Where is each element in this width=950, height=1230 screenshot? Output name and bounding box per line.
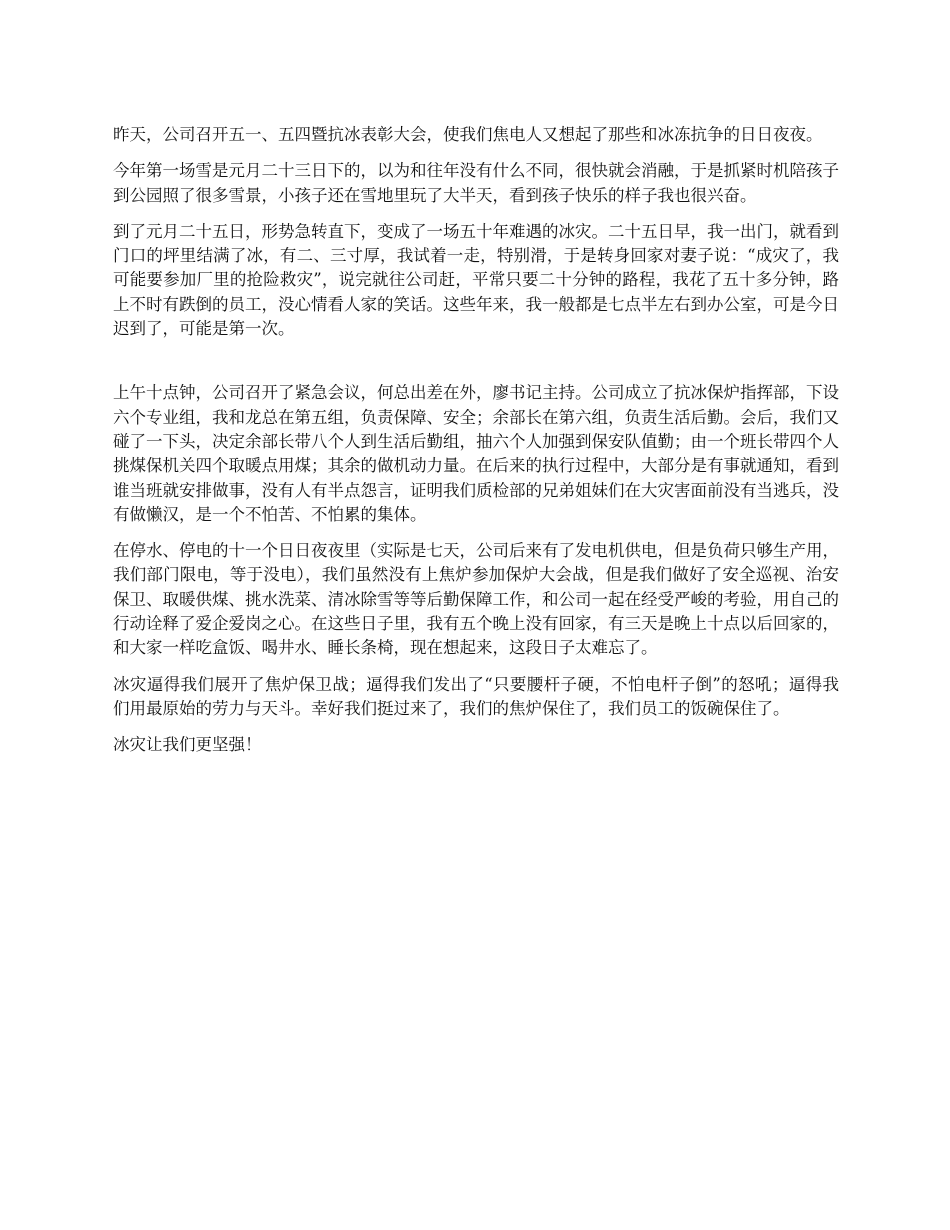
paragraph-1: 昨天，公司召开五一、五四暨抗冰表彰大会，使我们焦电人又想起了那些和冰冻抗争的日日夜夜。	[113, 125, 823, 144]
paragraph-5: 在停水、停电的十一个日日夜夜里（实际是七天，公司后来有了发电机供电，但是负荷只够生产用，我们部门限电，等于没电），我们虽然没有上焦炉参加保炉大会战，但是我们做好了安全巡视、治安保卫、取暖供煤、挑水洗菜、清冰除雪等等后勤保障工作，和公司一起在经受严峻的考验，用自己的行动诠释了爱企爱岗之心。在这些日子里，我有五个晚上没有回家，有三天是晚上十点以后回家的，和大家一样吃盒饭、喝井水、睡长条椅，现在想起来，这段日子太难忘了。	[113, 541, 839, 658]
paragraph-7: 冰灾让我们更坚强！	[113, 735, 262, 755]
paragraph-2: 今年第一场雪是元月二十三日下的，以为和往年没有什么不同，很快就会消融，于是抓紧时机陪孩子到公园照了很多雪景，小孩子还在雪地里玩了大半天，看到孩子快乐的样子我也很兴奋。	[113, 161, 839, 205]
paragraph-4: 上午十点钟，公司召开了紧急会议，何总出差在外，廖书记主持。公司成立了抗冰保炉指挥部，下设六个专业组，我和龙总在第五组，负责保障、安全；余部长在第六组，负责生活后勤。会后，我们又碰了一下头，决定余部长带八个人到生活后勤组，抽六个人加强到保安队值勤；由一个班长带四个人挑煤保机关四个取暖点用煤；其余的做机动力量。在后来的执行过程中，大部分是有事就通知，看到谁当班就安排做事，没有人有半点怨言，证明我们质检部的兄弟姐妹们在大灾害面前没有当逃兵，没有做懒汉，是一个不怕苦、不怕累的集体。	[113, 383, 839, 524]
document-body	[113, 123, 839, 770]
paragraph-6: 冰灾逼得我们展开了焦炉保卫战；逼得我们发出了“只要腰杆子硬，不怕电杆子倒”的怒吼；逼得我们用最原始的劳力与天斗。幸好我们挺过来了，我们的焦炉保住了，我们员工的饭碗保住了。	[113, 674, 839, 718]
paragraph-3: 到了元月二十五日，形势急转直下，变成了一场五十年难遇的冰灾。二十五日早，我一出门，就看到门口的坪里结满了冰，有二、三寸厚，我试着一走，特别滑，于是转身回家对妻子说：“成灾了，我可能要参加厂里的抢险救灾”，说完就往公司赶，平常只要二十分钟的路程，我花了五十多分钟，路上不时有跌倒的员工，没心情看人家的笑话。这些年来，我一般都是七点半左右到办公室，可是今日迟到了，可能是第一次。	[113, 221, 839, 339]
